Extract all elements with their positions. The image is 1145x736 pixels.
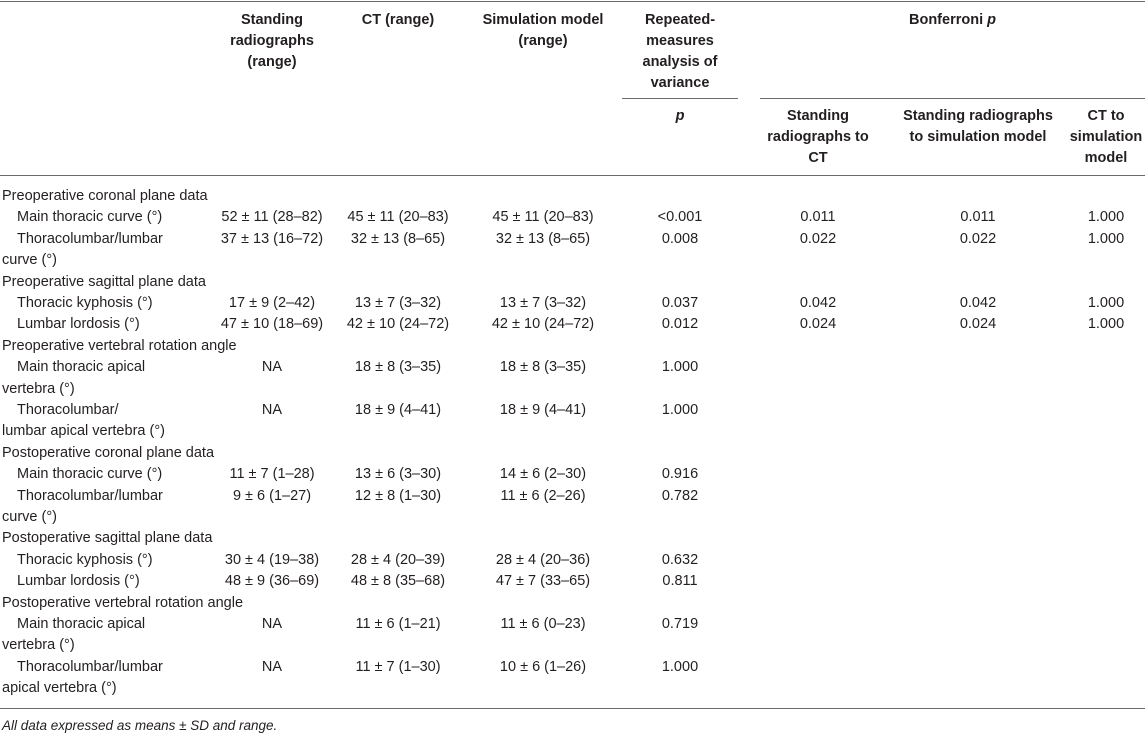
- bonferroni-ct-sim-cell: 1.000: [1087, 316, 1125, 333]
- section-heading: Preoperative vertebral rotation angle: [2, 337, 237, 354]
- bonferroni-sr-sim-cell: 0.024: [959, 316, 997, 333]
- anova-p-cell: 0.782: [661, 487, 699, 504]
- standing-radiographs-cell: 17 ± 9 (2–42): [228, 295, 316, 311]
- subheader-ct-to-sim: CT to simulation model: [1069, 108, 1143, 166]
- header-bonferroni: [760, 10, 1145, 31]
- header-repeated-measures: Repeated-measures analysis of variance: [642, 12, 718, 91]
- row-label-continued: vertebra (°): [2, 637, 75, 654]
- bonferroni-sr-ct-cell: 0.042: [799, 295, 837, 311]
- row-label: Thoracolumbar/: [17, 402, 119, 418]
- row-label-continued: apical vertebra (°): [2, 680, 117, 697]
- anova-p-cell: 0.037: [661, 295, 699, 311]
- simulation-cell: 11 ± 6 (2–26): [500, 487, 586, 504]
- simulation-cell: 45 ± 11 (20–83): [492, 209, 594, 226]
- simulation-cell: 28 ± 4 (20–36): [495, 551, 591, 568]
- section-heading: Preoperative coronal plane data: [2, 188, 208, 204]
- anova-p-cell: 1.000: [661, 402, 699, 418]
- header-bonferroni-text: Bonferroni: [909, 12, 988, 28]
- simulation-cell: 42 ± 10 (24–72): [491, 316, 595, 333]
- row-label: Thoracolumbar/lumbar: [17, 230, 163, 247]
- header-simulation-model: Simulation model (range): [482, 12, 604, 49]
- standing-radiographs-cell: NA: [261, 616, 283, 632]
- row-label-continued: vertebra (°): [2, 380, 75, 397]
- ct-cell: 45 ± 11 (20–83): [347, 209, 449, 226]
- anova-p-cell: 1.000: [661, 658, 699, 675]
- ct-cell: 48 ± 8 (35–68): [350, 573, 446, 590]
- bonferroni-ct-sim-cell: 1.000: [1087, 230, 1125, 247]
- anova-p-cell: 1.000: [661, 359, 699, 376]
- standing-radiographs-cell: NA: [261, 402, 283, 418]
- ct-cell: 12 ± 8 (1–30): [354, 487, 442, 504]
- standing-radiographs-cell: 37 ± 13 (16–72): [220, 230, 324, 247]
- standing-radiographs-cell: 11 ± 7 (1–28): [229, 466, 315, 483]
- row-label: Thoracic kyphosis (°): [17, 295, 153, 311]
- ct-cell: 11 ± 7 (1–30): [355, 658, 441, 675]
- simulation-cell: 32 ± 13 (8–65): [495, 230, 591, 247]
- row-label: Lumbar lordosis (°): [17, 316, 140, 333]
- simulation-cell: 18 ± 9 (4–41): [499, 402, 587, 418]
- row-label: Main thoracic apical: [17, 616, 146, 632]
- anova-p-cell: 0.811: [662, 573, 698, 590]
- section-heading: Postoperative sagittal plane data: [2, 530, 213, 547]
- simulation-cell: 47 ± 7 (33–65): [495, 573, 591, 590]
- simulation-cell: 11 ± 6 (0–23): [500, 616, 586, 632]
- simulation-cell: 10 ± 6 (1–26): [499, 658, 587, 675]
- bonferroni-underline: [760, 98, 1145, 99]
- row-label: Lumbar lordosis (°): [17, 573, 140, 590]
- bottom-rule: [0, 708, 1145, 709]
- ct-cell: 18 ± 9 (4–41): [354, 402, 442, 418]
- ct-cell: 42 ± 10 (24–72): [346, 316, 450, 333]
- standing-radiographs-cell: NA: [261, 359, 283, 376]
- subheader-p: p: [675, 108, 685, 124]
- standing-radiographs-cell: 47 ± 10 (18–69): [220, 316, 324, 333]
- anova-p-cell: 0.012: [661, 316, 699, 333]
- bonferroni-ct-sim-cell: 1.000: [1087, 295, 1125, 311]
- bonferroni-sr-ct-cell: 0.022: [799, 230, 837, 247]
- row-label-continued: lumbar apical vertebra (°): [2, 423, 165, 440]
- simulation-cell: 18 ± 8 (3–35): [499, 359, 587, 376]
- standing-radiographs-cell: 48 ± 9 (36–69): [224, 573, 320, 590]
- row-label: Main thoracic curve (°): [17, 466, 163, 483]
- simulation-cell: 13 ± 7 (3–32): [499, 295, 587, 311]
- bonferroni-sr-sim-cell: 0.011: [960, 209, 996, 226]
- row-label: Thoracic kyphosis (°): [17, 551, 153, 568]
- anova-p-cell: 0.632: [661, 551, 699, 568]
- anova-p-cell: <0.001: [657, 209, 703, 226]
- anova-p-cell: 0.916: [661, 466, 699, 483]
- header-rule: [0, 175, 1145, 176]
- rm-underline: [622, 98, 738, 99]
- section-heading: Preoperative sagittal plane data: [2, 273, 206, 290]
- row-label: Thoracolumbar/lumbar: [17, 658, 163, 675]
- ct-cell: 13 ± 6 (3–30): [354, 466, 442, 483]
- row-label: Main thoracic curve (°): [17, 209, 163, 226]
- ct-cell: 18 ± 8 (3–35): [354, 359, 442, 376]
- section-heading: Postoperative coronal plane data: [2, 444, 215, 461]
- ct-cell: 28 ± 4 (20–39): [350, 551, 446, 568]
- header-ct: CT (range): [361, 12, 435, 28]
- row-label-continued: curve (°): [2, 252, 57, 269]
- bonferroni-sr-sim-cell: 0.022: [959, 230, 997, 247]
- ct-cell: 13 ± 7 (3–32): [354, 295, 442, 311]
- row-label: Main thoracic apical: [17, 359, 146, 376]
- subheader-sr-to-sim: Standing radiographs to simulation model: [903, 108, 1053, 145]
- section-heading: Postoperative vertebral rotation angle: [2, 594, 244, 611]
- subheader-sr-to-ct: Standing radiographs to CT: [767, 108, 869, 166]
- standing-radiographs-cell: NA: [261, 658, 283, 675]
- bonferroni-sr-ct-cell: 0.011: [800, 209, 836, 226]
- row-label: Thoracolumbar/lumbar: [17, 487, 163, 504]
- bonferroni-ct-sim-cell: 1.000: [1087, 209, 1125, 226]
- anova-p-cell: 0.008: [661, 230, 699, 247]
- standing-radiographs-cell: 52 ± 11 (28–82): [221, 209, 323, 226]
- footnote: All data expressed as means ± SD and range.: [2, 718, 278, 733]
- bonferroni-sr-ct-cell: 0.024: [799, 316, 837, 333]
- anova-p-cell: 0.719: [661, 616, 699, 632]
- standing-radiographs-cell: 9 ± 6 (1–27): [232, 487, 312, 504]
- row-label-continued: curve (°): [2, 509, 57, 525]
- header-bonferroni-p: p: [987, 12, 996, 28]
- top-rule: [0, 1, 1145, 2]
- ct-cell: 32 ± 13 (8–65): [350, 230, 446, 247]
- bonferroni-sr-sim-cell: 0.042: [959, 295, 997, 311]
- standing-radiographs-cell: 30 ± 4 (19–38): [224, 551, 320, 568]
- header-standing-radiographs: Standing radiographs (range): [230, 12, 314, 70]
- ct-cell: 11 ± 6 (1–21): [355, 616, 441, 632]
- simulation-cell: 14 ± 6 (2–30): [499, 466, 587, 483]
